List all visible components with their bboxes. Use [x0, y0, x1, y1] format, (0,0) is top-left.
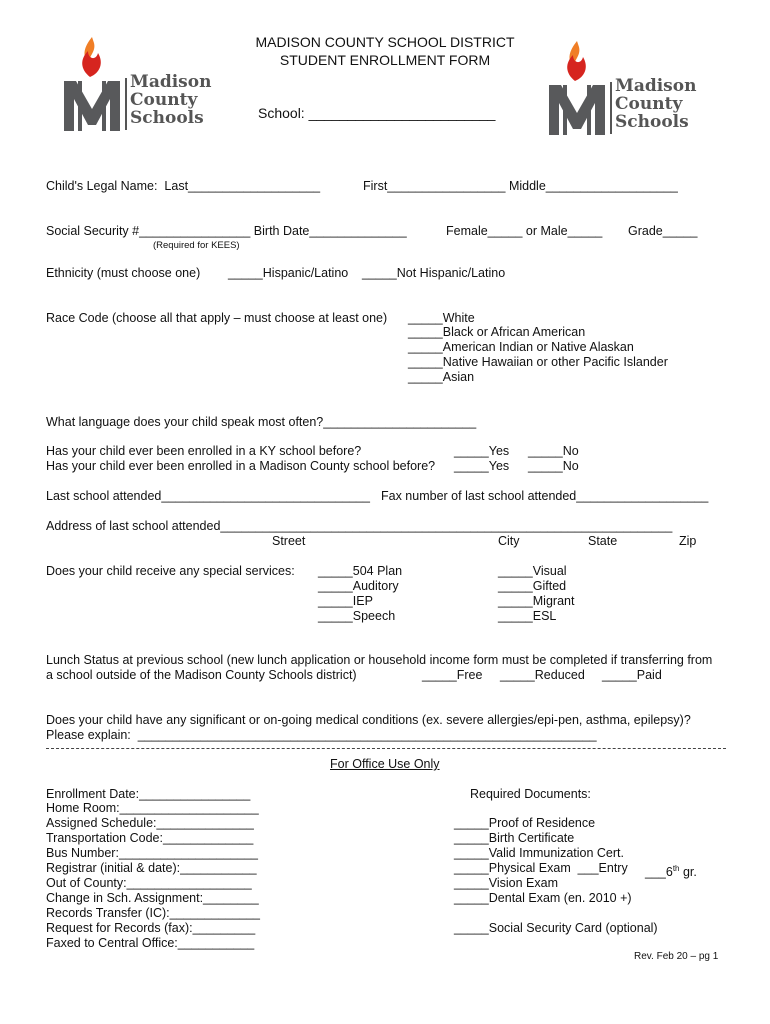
- address-street-label: Street: [272, 534, 306, 548]
- office-field[interactable]: Out of County:__________________: [46, 876, 252, 890]
- service-option[interactable]: _____ESL: [498, 609, 557, 623]
- school-field[interactable]: School: ________________________: [258, 105, 496, 121]
- office-field[interactable]: Enrollment Date:________________: [46, 787, 251, 801]
- lunch-status-text: Lunch Status at previous school (new lunch application or household income form must be completed if transferring from: [46, 653, 713, 667]
- district-logo-right: [545, 37, 705, 137]
- gender-field[interactable]: Female_____ or Male_____: [446, 224, 603, 238]
- document-checkbox[interactable]: _____Proof of Residence: [454, 816, 596, 830]
- ssn-note: (Required for KEES): [153, 240, 240, 251]
- ky-enrolled-question: Has your child ever been enrolled in a KY school before?: [46, 444, 362, 458]
- race-option[interactable]: _____Black or African American: [408, 325, 586, 339]
- document-checkbox[interactable]: _____Vision Exam: [454, 876, 559, 890]
- flame-m-logo-icon: [60, 33, 130, 133]
- logo-wordmark: Madison County Schools: [615, 76, 697, 132]
- race-option[interactable]: _____American Indian or Native Alaskan: [408, 340, 634, 354]
- office-field[interactable]: Registrar (initial & date):___________: [46, 861, 257, 875]
- child-last-name-field[interactable]: Child's Legal Name: Last___________________: [46, 179, 321, 193]
- service-option[interactable]: _____Auditory: [318, 579, 399, 593]
- office-field[interactable]: Change in Sch. Assignment:________: [46, 891, 259, 905]
- first-middle-name-field[interactable]: First_________________ Middle___________________: [363, 179, 678, 193]
- race-label: Race Code (choose all that apply – must choose at least one): [46, 311, 388, 325]
- district-logo-left: [60, 33, 220, 133]
- last-school-fax-field[interactable]: Fax number of last school attended___________________: [381, 489, 709, 503]
- language-field[interactable]: What language does your child speak most often?______________________: [46, 415, 477, 429]
- form-title-enrollment: STUDENT ENROLLMENT FORM: [279, 52, 491, 68]
- ky-enrolled-yes[interactable]: _____Yes: [454, 444, 510, 458]
- logo-divider: [125, 78, 127, 130]
- address-city-label: City: [498, 534, 520, 548]
- address-zip-label: Zip: [679, 534, 697, 548]
- office-field[interactable]: Assigned Schedule:______________: [46, 816, 254, 830]
- race-option[interactable]: _____Asian: [408, 370, 475, 384]
- office-field[interactable]: Home Room:____________________: [46, 801, 259, 815]
- logo-wordmark: Madison County Schools: [130, 72, 212, 128]
- lunch-reduced-option[interactable]: _____Reduced: [500, 668, 585, 682]
- service-option[interactable]: _____504 Plan: [318, 564, 403, 578]
- office-field[interactable]: Faxed to Central Office:___________: [46, 936, 255, 950]
- logo-divider: [610, 82, 612, 134]
- special-services-label: Does your child receive any special services:: [46, 564, 295, 578]
- required-documents-heading: Required Documents:: [470, 787, 591, 801]
- office-field[interactable]: Transportation Code:_____________: [46, 831, 254, 845]
- service-option[interactable]: _____Visual: [498, 564, 567, 578]
- medical-explain-field[interactable]: Please explain: __________________________________________________________________: [46, 728, 597, 742]
- madison-enrolled-no[interactable]: _____No: [528, 459, 579, 473]
- sixth-grade-checkbox[interactable]: ___6th gr.: [645, 864, 697, 880]
- office-field[interactable]: Records Transfer (IC):_____________: [46, 906, 261, 920]
- ethnicity-hispanic-option[interactable]: _____Hispanic/Latino: [228, 266, 349, 280]
- office-field[interactable]: Request for Records (fax):_________: [46, 921, 256, 935]
- medical-question: Does your child have any significant or on-going medical conditions (ex. severe allergies/epi-pen, asthma, epilepsy)?: [46, 713, 691, 727]
- ethnicity-label: Ethnicity (must choose one): [46, 266, 201, 280]
- office-use-heading: For Office Use Only: [330, 757, 440, 771]
- last-school-field[interactable]: Last school attended______________________________: [46, 489, 370, 503]
- revision-footer: Rev. Feb 20 – pg 1: [634, 951, 719, 962]
- document-checkbox[interactable]: _____Birth Certificate: [454, 831, 575, 845]
- lunch-paid-option[interactable]: _____Paid: [602, 668, 662, 682]
- office-field[interactable]: Bus Number:____________________: [46, 846, 258, 860]
- ethnicity-not-hispanic-option[interactable]: _____Not Hispanic/Latino: [362, 266, 506, 280]
- race-option[interactable]: _____White: [408, 311, 475, 325]
- ssn-birthdate-field[interactable]: Social Security #________________ Birth Date______________: [46, 224, 407, 238]
- lunch-free-option[interactable]: _____Free: [422, 668, 483, 682]
- lunch-status-text-2: a school outside of the Madison County Schools district): [46, 668, 357, 682]
- form-title-district: MADISON COUNTY SCHOOL DISTRICT: [255, 34, 515, 50]
- address-state-label: State: [588, 534, 618, 548]
- service-option[interactable]: _____Migrant: [498, 594, 575, 608]
- service-option[interactable]: _____IEP: [318, 594, 373, 608]
- ss-card-checkbox[interactable]: _____Social Security Card (optional): [454, 921, 658, 935]
- flame-m-logo-icon: [545, 37, 615, 137]
- service-option[interactable]: _____Gifted: [498, 579, 567, 593]
- service-option[interactable]: _____Speech: [318, 609, 396, 623]
- document-checkbox[interactable]: _____Valid Immunization Cert.: [454, 846, 624, 860]
- office-use-divider: [46, 748, 726, 749]
- ky-enrolled-no[interactable]: _____No: [528, 444, 579, 458]
- last-school-address-field[interactable]: Address of last school attended_________________________________________________________________: [46, 519, 673, 533]
- madison-enrolled-yes[interactable]: _____Yes: [454, 459, 510, 473]
- document-checkbox[interactable]: _____Physical Exam ___Entry: [454, 861, 628, 875]
- document-checkbox[interactable]: _____Dental Exam (en. 2010 +): [454, 891, 632, 905]
- race-option[interactable]: _____Native Hawaiian or other Pacific Islander: [408, 355, 668, 369]
- grade-field[interactable]: Grade_____: [628, 224, 698, 238]
- madison-enrolled-question: Has your child ever been enrolled in a Madison County school before?: [46, 459, 436, 473]
